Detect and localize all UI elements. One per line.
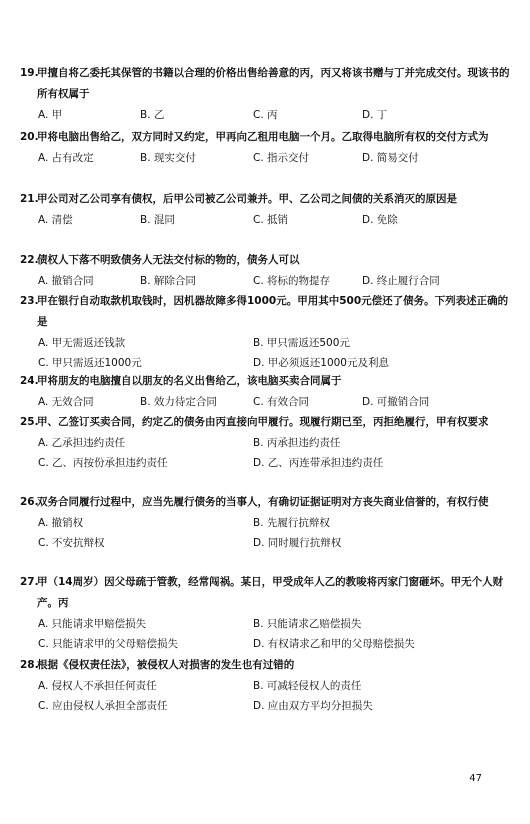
- question-19: [20, 63, 510, 125]
- page-number: 47: [469, 773, 482, 784]
- option-a: A. 撤销合同: [38, 275, 94, 287]
- options-row: [20, 513, 510, 533]
- question-stem: [20, 492, 510, 513]
- question-number: 19.: [20, 67, 39, 79]
- question-text: 根据《侵权责任法》，被侵权人对损害的发生也有过错的: [37, 659, 295, 671]
- option-b: B. 现实交付: [140, 152, 196, 164]
- question-21: [20, 189, 510, 230]
- option-d: D. 简易交付: [362, 152, 419, 164]
- question-28: [20, 655, 510, 716]
- question-stem: [20, 572, 510, 614]
- question-25: [20, 412, 510, 473]
- options-row: [20, 105, 510, 125]
- options-row: [20, 533, 510, 553]
- question-text: 甲将朋友的电脑擅自以朋友的名义出售给乙，该电脑买卖合同属于: [37, 375, 342, 387]
- question-stem: [20, 127, 510, 148]
- options-row: [20, 634, 510, 654]
- option-b: B. 混同: [140, 214, 175, 226]
- question-number: 24.: [20, 375, 39, 387]
- question-text: 甲、乙签订买卖合同，约定乙的债务由丙直接向甲履行。现履行期已至，丙拒绝履行，甲有权要求: [37, 416, 489, 428]
- question-number: 20.: [20, 131, 39, 143]
- question-stem: [20, 250, 510, 271]
- question-text: 债权人下落不明致债务人无法交付标的物的，债务人可以: [37, 254, 300, 266]
- question-26: [20, 492, 510, 553]
- question-number: 22.: [20, 254, 39, 266]
- option-a: A. 无效合同: [38, 396, 94, 408]
- options-row: [20, 210, 510, 230]
- question-number: 21.: [20, 193, 39, 205]
- option-d: D. 终止履行合同: [362, 275, 440, 287]
- option-d: D. 乙、丙连带承担违约责任: [253, 457, 384, 469]
- question-number: 25.: [20, 416, 39, 428]
- option-d: D. 甲必须返还1000元及利息: [253, 357, 389, 369]
- option-d: D. 同时履行抗辩权: [253, 537, 342, 549]
- options-row: [20, 333, 510, 353]
- option-d: D. 丁: [362, 109, 388, 121]
- options-row: [20, 392, 510, 412]
- question-20: [20, 127, 510, 168]
- option-c: C. 乙、丙按份承担违约责任: [38, 457, 168, 469]
- question-stem: [20, 412, 510, 433]
- option-c: C. 应由侵权人承担全部责任: [38, 700, 168, 712]
- question-24: [20, 371, 510, 412]
- options-row: [20, 696, 510, 716]
- option-a: A. 撤销权: [38, 517, 84, 529]
- option-c: C. 将标的物提存: [253, 275, 331, 287]
- question-number: 28.: [20, 659, 39, 671]
- option-d: D. 有权请求乙和甲的父母赔偿损失: [253, 638, 415, 650]
- question-number: 27.: [20, 576, 39, 588]
- options-row: [20, 676, 510, 696]
- option-a: A. 甲无需返还钱款: [38, 337, 126, 349]
- option-c: C. 抵销: [253, 214, 289, 226]
- option-a: A. 乙承担违约责任: [38, 437, 126, 449]
- question-stem: [20, 63, 510, 105]
- options-row: [20, 453, 510, 473]
- option-b: B. 丙承担违约责任: [253, 437, 341, 449]
- options-row: [20, 271, 510, 291]
- question-text: 甲在银行自动取款机取钱时，因机器故障多得1000元。甲用其中500元偿还了债务。下列表述正确的是: [37, 295, 509, 328]
- option-a: A. 甲: [38, 109, 63, 121]
- question-text: 甲公司对乙公司享有债权，后甲公司被乙公司兼并。甲、乙公司之间债的关系消灭的原因是: [37, 193, 457, 205]
- question-number: 26.: [20, 496, 39, 508]
- question-stem: [20, 371, 510, 392]
- option-a: A. 侵权人不承担任何责任: [38, 680, 157, 692]
- options-row: [20, 353, 510, 373]
- options-row: [20, 614, 510, 634]
- option-a: A. 只能请求甲赔偿损失: [38, 618, 147, 630]
- option-b: B. 只能请求乙赔偿损失: [253, 618, 362, 630]
- option-c: C. 只能请求甲的父母赔偿损失: [38, 638, 179, 650]
- question-text: 甲擅自将乙委托其保管的书籍以合理的价格出售给善意的丙，丙又将该书赠与丁并完成交付。现该书的所有权属于: [37, 67, 510, 100]
- question-text: 甲将电脑出售给乙，双方同时又约定，甲再向乙租用电脑一个月。乙取得电脑所有权的交付方式为: [37, 131, 489, 143]
- options-row: [20, 148, 510, 168]
- question-stem: [20, 655, 510, 676]
- question-number: 23.: [20, 295, 39, 307]
- option-a: A. 清偿: [38, 214, 73, 226]
- option-d: D. 免除: [362, 214, 398, 226]
- question-stem: [20, 189, 510, 210]
- option-c: C. 指示交付: [253, 152, 310, 164]
- option-a: A. 占有改定: [38, 152, 94, 164]
- option-b: B. 可减轻侵权人的责任: [253, 680, 362, 692]
- question-text: 甲（14周岁）因父母疏于管教，经常闯祸。某日，甲受成年人乙的教唆将丙家门窗砸坏。甲无个人财产。丙: [37, 576, 504, 609]
- option-c: C. 有效合同: [253, 396, 310, 408]
- option-b: B. 解除合同: [140, 275, 196, 287]
- option-c: C. 甲只需返还1000元: [38, 357, 142, 369]
- option-d: D. 可撤销合同: [362, 396, 430, 408]
- question-22: [20, 250, 510, 291]
- question-23: [20, 291, 510, 373]
- question-27: [20, 572, 510, 654]
- option-b: B. 乙: [140, 109, 165, 121]
- options-row: [20, 433, 510, 453]
- option-b: B. 效力待定合同: [140, 396, 217, 408]
- option-c: C. 丙: [253, 109, 278, 121]
- option-d: D. 应由双方平均分担损失: [253, 700, 373, 712]
- question-text: 双务合同履行过程中，应当先履行债务的当事人，有确切证据证明对方丧失商业信誉的，有权行使: [37, 496, 489, 508]
- option-b: B. 甲只需返还500元: [253, 337, 350, 349]
- option-c: C. 不安抗辩权: [38, 537, 105, 549]
- question-stem: [20, 291, 510, 333]
- option-b: B. 先履行抗辩权: [253, 517, 330, 529]
